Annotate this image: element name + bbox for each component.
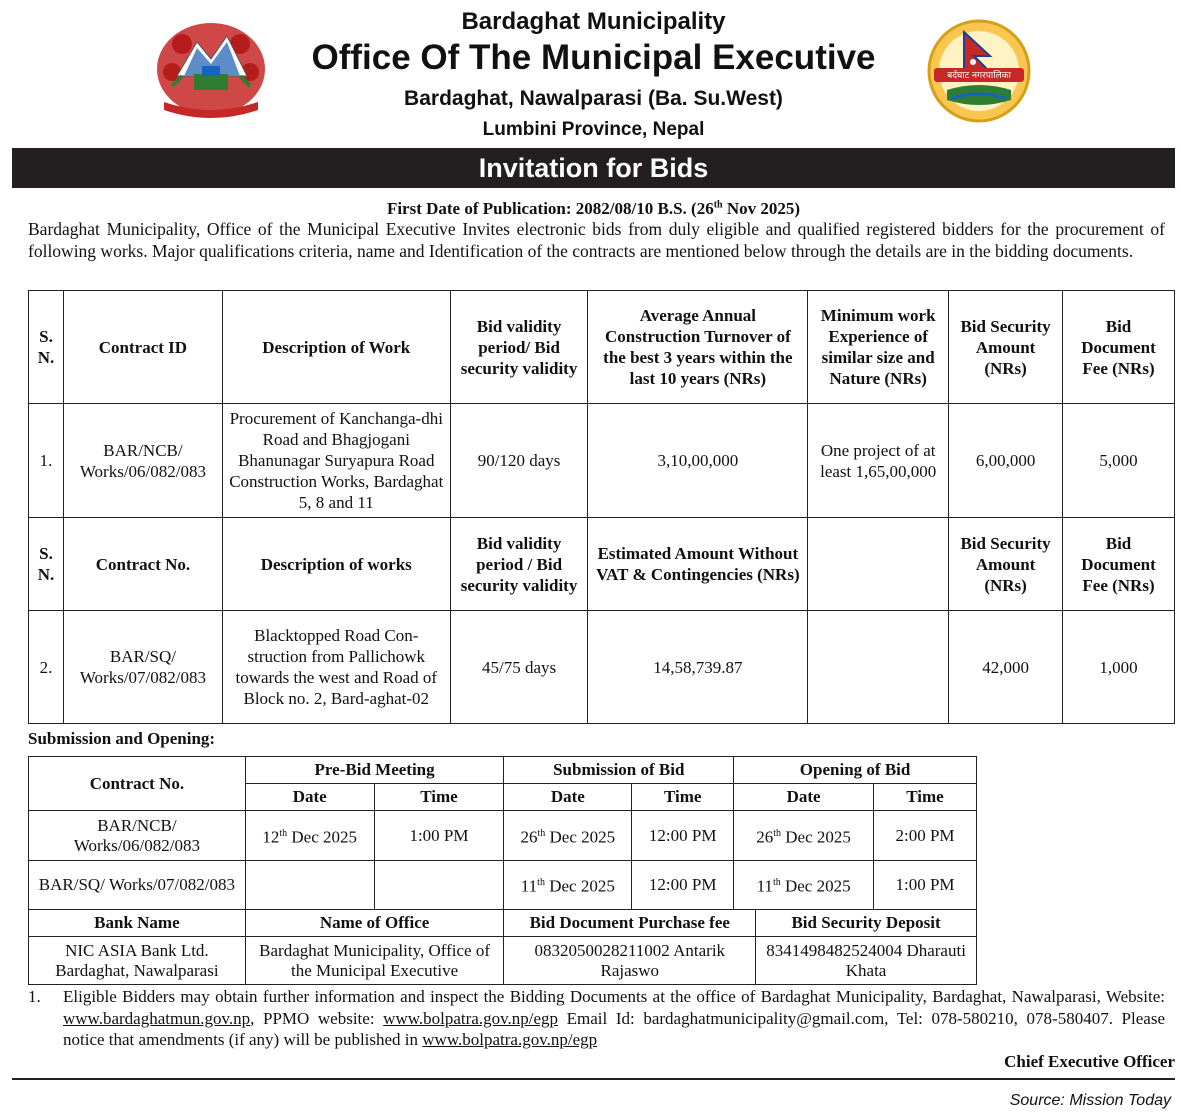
cell: Bardaghat Municipality, Office of the Municipal Executive [245, 937, 504, 985]
header-cell: Estimated Amount Without VAT & Contingencies (NRs) [588, 518, 808, 611]
notes [28, 986, 1165, 1051]
header-cell: Bank Name [29, 910, 246, 937]
signature: Chief Executive Officer [1004, 1052, 1175, 1071]
table-row [29, 937, 977, 985]
submission-heading: Submission and Opening: [28, 729, 216, 748]
cell: 45/75 days [450, 611, 588, 724]
cell: BAR/SQ/ Works/07/082/083 [63, 611, 222, 724]
bottom-divider [12, 1078, 1175, 1080]
publication-date: First Date of Publication: 2082/08/10 B.S. (26th Nov 2025) [386, 199, 801, 218]
table-row [29, 611, 1175, 724]
office-name: Office Of The Municipal Executive [311, 38, 876, 77]
submission-table [28, 756, 977, 985]
header-cell: Time [632, 784, 734, 811]
municipality-name: Bardaghat Municipality [461, 8, 726, 35]
table-header-row [29, 518, 1175, 611]
cell: 1:00 PM [874, 861, 977, 910]
header-cell: Bid Document Purchase fee [504, 910, 756, 937]
source-credit: Source: Mission Today [1009, 1092, 1171, 1109]
cell: 14,58,739.87 [588, 611, 808, 724]
header-cell: Minimum work Experience of similar size and Nature (NRs) [808, 291, 949, 404]
cell: 26th Dec 2025 [504, 811, 632, 861]
table-row [29, 861, 977, 910]
cell: Procurement of Kanchanga-dhi Road and Bhagjogani Bhanunagar Suryapura Road Construction Works, Bardaghat 5, 8 and 11 [222, 404, 450, 518]
cell: 1. [29, 404, 64, 518]
header-cell: Time [374, 784, 504, 811]
table-header-row [29, 291, 1175, 404]
cell: 2:00 PM [874, 811, 977, 861]
header-cell: Opening of Bid [734, 757, 977, 784]
table-row [29, 811, 977, 861]
cell: 3,10,00,000 [588, 404, 808, 518]
province-name: Lumbini Province, Nepal [482, 119, 705, 140]
header-cell: Date [734, 784, 874, 811]
header-cell: Description of Work [222, 291, 450, 404]
cell: Blacktopped Road Con-struction from Pallichowk towards the west and Road of Block no. 2, Bard-aghat-02 [222, 611, 450, 724]
header-cell: Bid validity period/ Bid security validity [450, 291, 588, 404]
cell: 26th Dec 2025 [734, 811, 874, 861]
header-cell: S. N. [29, 518, 64, 611]
municipality-logo-text: बर्दघाट नगरपालिका [947, 71, 1011, 81]
table-header-row [29, 757, 977, 784]
header-cell: Time [874, 784, 977, 811]
ppmo-website-link[interactable]: www.bolpatra.gov.np/egp [383, 1008, 559, 1028]
header-cell: Contract ID [63, 291, 222, 404]
amendments-link[interactable]: www.bolpatra.gov.np/egp [422, 1030, 598, 1049]
cell: 5,000 [1063, 404, 1175, 518]
contracts-table [28, 290, 1175, 724]
cell: 11th Dec 2025 [504, 861, 632, 910]
cell [374, 861, 504, 910]
cell: 1:00 PM [374, 811, 504, 861]
cell: 8341498482524004 Dharauti Khata [756, 937, 977, 985]
office-address: Bardaghat, Nawalparasi (Ba. Su.West) [404, 87, 783, 110]
header-cell [808, 518, 949, 611]
cell [245, 861, 374, 910]
page-title: Invitation for Bids [12, 148, 1175, 188]
header-cell: Description of works [222, 518, 450, 611]
header-cell: Name of Office [245, 910, 504, 937]
header-cell: Bid Security Amount (NRs) [949, 291, 1063, 404]
cell: One project of at least 1,65,00,000 [808, 404, 949, 518]
note-text: Eligible Bidders may obtain further information and inspect the Bidding Documents at the office of Bardaghat Municipality, Bardaghat, Nawalparasi, Website: www.bardaghatmun.gov.np, PPMO website: www.bolpatra.gov.np/egp Email Id: bardaghatmunicipality@gmail.com, Tel: 078-580210, 078-580407. Please notice that amendments (if any) will be published in www.bolpatra.gov.np/egp [63, 987, 1165, 1049]
cell [808, 611, 949, 724]
header [12, 0, 1175, 148]
cell: NIC ASIA Bank Ltd. Bardaghat, Nawalparasi [29, 937, 246, 985]
header-cell: Bid Security Deposit [756, 910, 977, 937]
cell: BAR/NCB/ Works/06/082/083 [63, 404, 222, 518]
cell: 42,000 [949, 611, 1063, 724]
header-cell: Bid validity period / Bid security validity [450, 518, 588, 611]
header-cell: Pre-Bid Meeting [245, 757, 504, 784]
header-cell: Average Annual Construction Turnover of the best 3 years within the last 10 years (NRs) [588, 291, 808, 404]
cell: BAR/NCB/ Works/06/082/083 [29, 811, 246, 861]
table-header-row [29, 910, 977, 937]
header-cell: Contract No. [63, 518, 222, 611]
table-row [29, 404, 1175, 518]
cell: 12th Dec 2025 [245, 811, 374, 861]
cell: 6,00,000 [949, 404, 1063, 518]
cell: 12:00 PM [632, 811, 734, 861]
header-cell: Contract No. [29, 757, 246, 811]
header-cell: Submission of Bid [504, 757, 734, 784]
cell: 0832050028211002 Antarik Rajaswo [504, 937, 756, 985]
cell: 12:00 PM [632, 861, 734, 910]
header-cell: Date [245, 784, 374, 811]
header-cell: Bid Document Fee (NRs) [1063, 518, 1175, 611]
note-number: 1. [28, 987, 41, 1006]
cell: BAR/SQ/ Works/07/082/083 [29, 861, 246, 910]
header-cell: Bid Security Amount (NRs) [949, 518, 1063, 611]
header-cell: S. N. [29, 291, 64, 404]
cell: 11th Dec 2025 [734, 861, 874, 910]
notice-page [12, 0, 1175, 1080]
header-cell: Date [504, 784, 632, 811]
header-cell: Bid Document Fee (NRs) [1063, 291, 1175, 404]
municipality-logo-icon [922, 18, 1036, 124]
intro-paragraph: Bardaghat Municipality, Office of the Municipal Executive Invites electronic bids from duly eligible and qualified registered bidders for the procurement of following works. Major qualifications criteria, name and Identification of the contracts are mentioned below through the details are in the bidding documents. [28, 219, 1165, 261]
cell: 2. [29, 611, 64, 724]
cell: 90/120 days [450, 404, 588, 518]
municipality-website-link[interactable]: www.bardaghatmun.gov.np [63, 1008, 251, 1028]
cell: 1,000 [1063, 611, 1175, 724]
